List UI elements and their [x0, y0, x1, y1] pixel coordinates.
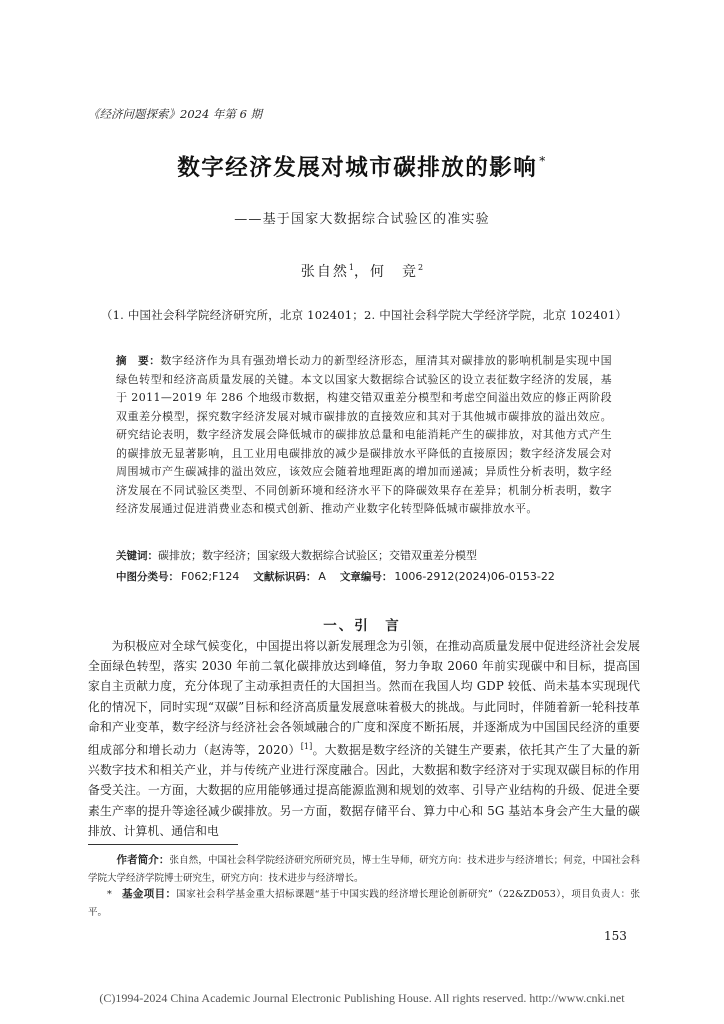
body-text — [88, 636, 640, 841]
abstract-text: 数字经济作为具有强劲增长动力的新型经济形态，厘清其对碳排放的影响机制是实现中国绿色转型和经济高质量发展的关键。本文以国家大数据综合试验区的设立表征数字经济的发展，基于 2011—2019 年 286 个地级市数据，构建交错双重差分模型和考虑空间溢出效应的修正两阶段双重差分模型，探究数字经济发展对城市碳排放的直接效应和其对于其他城市碳排放的溢出效应。研究结论表明，数字经济发展会降低城市的碳排放总量和电能消耗产生的碳排放，对其他方式产生的碳排放无显著影响，且工业用电碳排放的减少是碳排放水平降低的直接原因；数字经济发展会对周围城市产生碳减排的溢出效应，该效应会随着地理距离的增加而递减；异质性分析表明，数字经济发展在不同试验区类型、不同创新环境和经济水平下的降碳效果存在差异；机制分析表明，数字经济发展通过促进消费业态和模式创新、推动产业数字化转型降低城市碳排放水平。 — [116, 354, 612, 516]
author-bio-footnote — [88, 852, 640, 887]
author-2-affil: 2 — [418, 263, 424, 272]
article-number-label: 文章编号： — [339, 571, 393, 583]
title-footnote-mark: * — [539, 154, 547, 168]
funding-footnote — [88, 886, 640, 921]
classification-line — [116, 569, 636, 584]
clc-value: F062;F124 — [181, 570, 240, 583]
funding-label: 基金项目： — [122, 888, 177, 900]
affiliations: （1. 中国社会科学院经济研究所，北京 102401；2. 中国社会科学院大学经济学院，北京 102401） — [100, 308, 628, 322]
journal-header: 《经济问题探索》2024 年第 6 期 — [88, 107, 263, 121]
author-separator: ， — [354, 264, 370, 280]
article-subtitle: ——基于国家大数据综合试验区的准实验 — [234, 212, 490, 227]
article-number-value: 1006-2912(2024)06-0153-22 — [394, 570, 555, 583]
doc-code-label: 文献标识码： — [253, 571, 317, 583]
body-paragraph — [88, 636, 640, 841]
page-number: 153 — [604, 929, 627, 943]
section-heading: 一、引 言 — [323, 618, 401, 634]
title-text: 数字经济发展对城市碳排放的影响 — [177, 155, 538, 181]
author-list — [0, 261, 724, 281]
copyright-footer: (C)1994-2024 China Academic Journal Electronic Publishing House. All rights reserved. http://www.cnki.net — [99, 991, 625, 1005]
body-paragraph-part1: 为积极应对全球气候变化，中国提出将以新发展理念为引领，在推动高质量发展中促进经济社会发展全面绿色转型，落实 2030 年前二氧化碳排放达到峰值，努力争取 2060 年前实现碳中和目标，提高国家自主贡献力度，充分体现了主动承担责任的大国担当。然而在我国人均 GDP 较低、尚未基本实现现代化的情况下，同时实现“双碳”目标和经济高质量发展意味着极大的挑战。与此同时，伴随着新一轮科技革命和产业变革，数字经济与经济社会各领域融合的广度和深度不断拓展，并逐渐成为中国国民经济的重要组成部分和增长动力（赵涛等，2020） — [88, 639, 640, 758]
abstract-label: 摘 要： — [116, 355, 161, 367]
keywords-text: 碳排放；数字经济；国家级大数据综合试验区；交错双重差分模型 — [158, 549, 477, 562]
author-bio-label: 作者简介： — [116, 854, 170, 866]
footnote-divider — [88, 844, 238, 845]
body-paragraph-part2: 。大数据是数字经济的关键生产要素，依托其产生了大量的新兴数字技术和相关产业，并与传统产业进行深度融合。因此，大数据和数字经济对于实现双碳目标的作用备受关注。一方面，大数据的应用能够通过提高能源监测和规划的效率、引导产业结构的升级、促进全要素生产率的提升等途径减少碳排放。另一方面，数据存储平台、算力中心和 5G 基站本身会产生大量的碳排放、计算机、通信和电 — [88, 743, 640, 838]
keywords-label: 关键词： — [116, 550, 158, 562]
funding-mark: * — [107, 889, 123, 900]
clc-label: 中图分类号： — [116, 571, 179, 583]
funding-text: 国家社会科学基金重大招标课题“基于中国实践的经济增长理论创新研究”（22&ZD053），项目负责人：张平。 — [88, 889, 640, 918]
author-bio-text: 张自然，中国社会科学院经济研究所研究员，博士生导师，研究方向：技术进步与经济增长；何竞，中国社会科学院大学经济学院博士研究生，研究方向：技术进步与经济增长。 — [88, 855, 640, 884]
keywords — [116, 547, 612, 563]
article-title — [0, 150, 724, 182]
citation-ref[interactable]: [1] — [300, 742, 313, 752]
author-1: 张自然 — [300, 264, 349, 280]
doc-code-value: A — [318, 570, 326, 583]
abstract — [116, 352, 612, 519]
author-1-affil: 1 — [348, 263, 354, 272]
author-2: 何 竞 — [370, 264, 418, 280]
